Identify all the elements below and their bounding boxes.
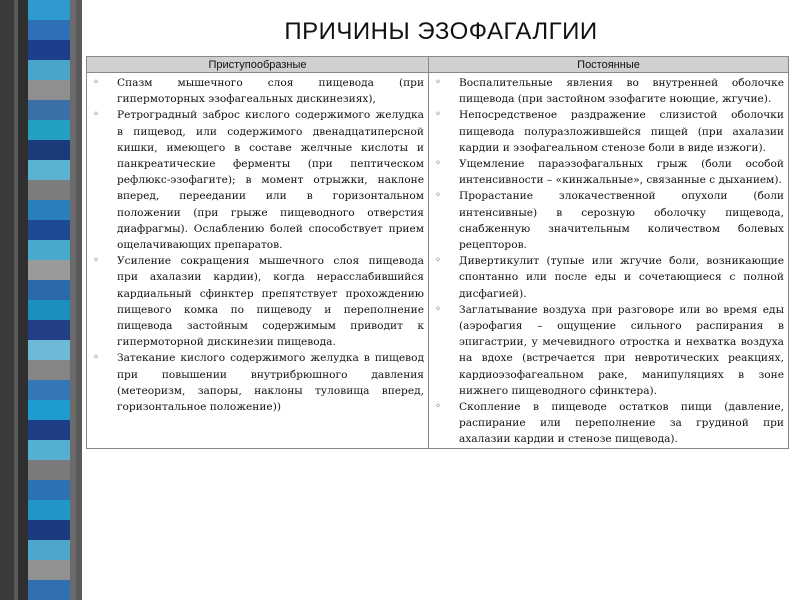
causes-table xyxy=(86,56,789,449)
stripe-block xyxy=(28,480,72,500)
stripe-block xyxy=(28,200,72,220)
paroxysmal-cause-item-text: Ретроградный заброс кислого содержимого желудка в пищевод, или содержимого двенадцатиперсной кишки, имеющего в составе желчные кислоты и панкреатические ферменты (при пептическом рефлюкс-эзофагите); в момент отрыжки, наклоне вперед, переедании или в горизонтальном положении (при грыже пищеводного отверстия диафрагмы). Ослаблению болей способствует прием ощелачивающих препаратов. xyxy=(117,109,424,252)
bullet-icon: ◦ xyxy=(435,190,441,202)
paroxysmal-cause-item-text: Спазм мышечного слоя пищевода (при гипермоторных эзофагеальных дискинезиях), xyxy=(117,77,424,106)
table-header-row xyxy=(87,57,789,73)
stripe-block xyxy=(28,440,72,460)
stripe-block xyxy=(28,320,72,340)
stripe-column-dark xyxy=(0,0,14,600)
stripe-block xyxy=(28,500,72,520)
paroxysmal-causes-list xyxy=(93,75,424,415)
stripe-block xyxy=(28,400,72,420)
bullet-icon: ◦ xyxy=(435,77,441,88)
paroxysmal-cause-item-text: Усиление сокращения мышечного слоя пищевода при ахалазии кардии), когда нерасслабившийся кардиальный сфинктер препятствует прохождению пищевого комка по пищеводу и переполнение пищевода застойным содержимым приводит к гипермоторной дискинезии пищевода. xyxy=(117,255,424,349)
constant-cell xyxy=(429,73,789,449)
constant-cause-item xyxy=(435,107,784,156)
stripe-block xyxy=(28,40,72,60)
paroxysmal-cause-item xyxy=(93,107,424,253)
stripe-block xyxy=(28,580,72,600)
stripe-block xyxy=(28,140,72,160)
constant-cause-item-text: Заглатывание воздуха при разговоре или во время еды (аэрофагия – ощущение сильного распирания в эпигастрии, у мечевидного отростка и нехватка воздуха на вдохе (встречается при невротических реакциях, кардиоэзофагеальном раке, манипуляциях в зоне нижнего пищеводного сфинктера). xyxy=(459,303,784,397)
stripe-block xyxy=(28,180,72,200)
bullet-icon: ◦ xyxy=(93,255,99,267)
stripe-block xyxy=(28,100,72,120)
stripe-block xyxy=(28,80,72,100)
stripe-block xyxy=(28,520,72,540)
stripe-block xyxy=(28,540,72,560)
constant-cause-item xyxy=(435,253,784,302)
bullet-icon: ◦ xyxy=(435,401,441,413)
bullet-icon: ◦ xyxy=(93,77,99,88)
constant-cause-item xyxy=(435,75,784,107)
paroxysmal-cause-item xyxy=(93,253,424,350)
constant-causes-list xyxy=(435,75,784,448)
stripe-block xyxy=(28,0,72,20)
stripe-block xyxy=(28,340,72,360)
paroxysmal-cause-item-text: Затекание кислого содержимого желудка в пищевод при повышении внутрибрюшного давления (метеоризм, запоры, наклоны туловища вперед, горизонтальное положение)) xyxy=(117,352,424,414)
constant-cause-item-text: Непосредственое раздражение слизистой оболочки пищевода полуразложившейся пищей (при ахалазии кардии и эзофагеальном стенозе боли в виде изжоги). xyxy=(459,109,784,154)
constant-cause-item-text: Прорастание злокачественной опухоли (боли интенсивные) в серозную оболочку пищевода, снабженную значительным количеством болевых рецепторов. xyxy=(459,190,784,252)
stripe-block xyxy=(28,260,72,280)
stripe-block xyxy=(28,220,72,240)
stripe-block xyxy=(28,300,72,320)
bullet-icon: ◦ xyxy=(435,109,441,121)
stripe-block xyxy=(28,280,72,300)
constant-cause-item xyxy=(435,156,784,188)
paroxysmal-cause-item xyxy=(93,350,424,415)
stripe-block xyxy=(28,380,72,400)
constant-cause-item xyxy=(435,188,784,253)
paroxysmal-cell xyxy=(87,73,429,449)
stripe-block xyxy=(28,60,72,80)
constant-cause-item-text: Дивертикулит (тупые или жгучие боли, возникающие спонтанно или после еды и сочетающиеся с полной дисфагией). xyxy=(459,255,784,300)
stripe-block xyxy=(28,360,72,380)
slide-title: ПРИЧИНЫ ЭЗОФАГАЛГИИ xyxy=(284,18,598,45)
stripe-block xyxy=(28,420,72,440)
constant-cause-item-text: Скопление в пищеводе остатков пищи (давление, распирание или переполнение за грудиной при ахалазии кардии и стенозе пищевода). xyxy=(459,401,784,446)
stripe-blocks xyxy=(28,0,72,600)
stripe-block xyxy=(28,120,72,140)
bullet-icon: ◦ xyxy=(435,255,441,267)
bullet-icon: ◦ xyxy=(93,352,99,364)
constant-cause-item-text: Ущемление параэзофагальных грыж (боли особой интенсивности – «кинжальные», связанные с дыханием). xyxy=(459,158,784,187)
stripe-block xyxy=(28,460,72,480)
paroxysmal-cause-item xyxy=(93,75,424,107)
stripe-block xyxy=(28,160,72,180)
stripe-block xyxy=(28,560,72,580)
constant-cause-item xyxy=(435,399,784,448)
stripe-shade-light xyxy=(70,0,76,600)
decorative-stripe-bar xyxy=(0,0,82,600)
stripe-block xyxy=(28,20,72,40)
constant-cause-item-text: Воспалительные явления во внутренней оболочке пищевода (при застойном эзофагите ноющие, жгучие). xyxy=(459,77,784,106)
bullet-icon: ◦ xyxy=(435,303,441,315)
table-body-row xyxy=(87,73,789,449)
stripe-block xyxy=(28,240,72,260)
header-constant: Постоянные xyxy=(429,57,789,73)
constant-cause-item xyxy=(435,302,784,399)
header-paroxysmal: Приступообразные xyxy=(87,57,429,73)
bullet-icon: ◦ xyxy=(435,158,441,170)
bullet-icon: ◦ xyxy=(93,109,99,121)
